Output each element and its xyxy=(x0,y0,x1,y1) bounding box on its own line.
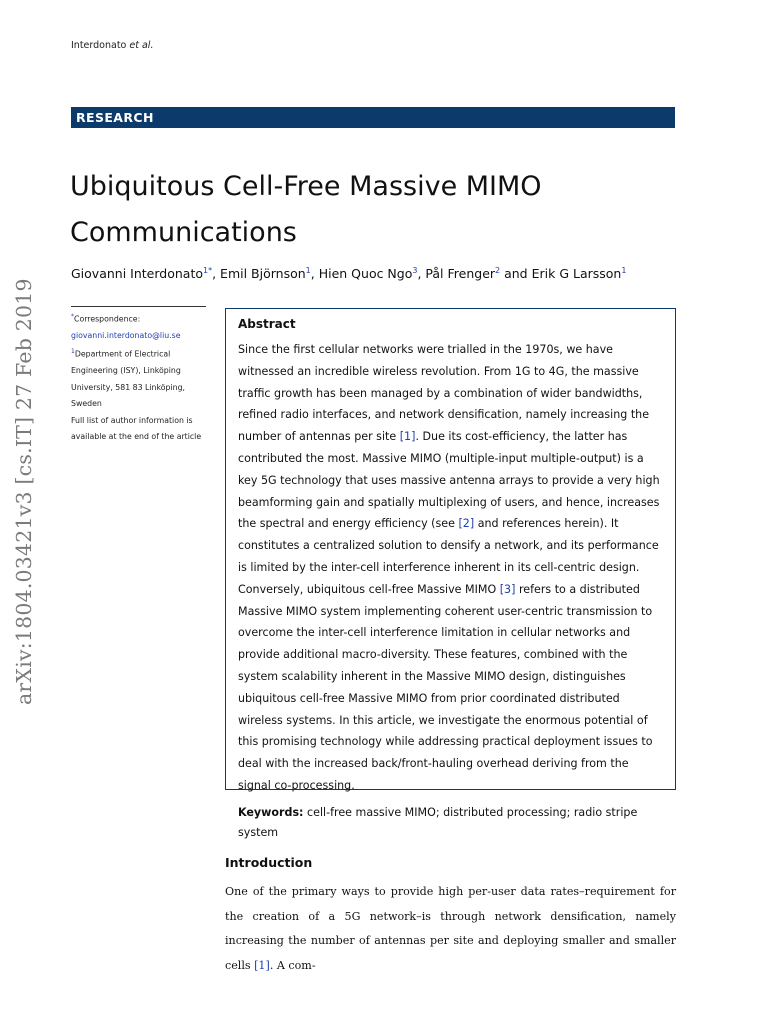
author-affil-mark[interactable]: 2 xyxy=(495,266,501,275)
author-info-note: Full list of author information is xyxy=(71,415,193,425)
author-affil-mark[interactable]: 1 xyxy=(305,266,311,275)
keywords-text: cell-free massive MIMO; distributed processing; radio stripe system xyxy=(238,805,638,839)
running-head-etal: et al. xyxy=(129,40,154,51)
affiliation-line: $^1$Department of Electrical xyxy=(71,348,171,359)
correspondence-email-link[interactable]: giovanni.interdonato@liu.se xyxy=(71,331,181,340)
author-name: Giovanni Interdonato xyxy=(71,266,203,282)
author-name: Hien Quoc Ngo xyxy=(318,266,413,282)
author-name: Erik G Larsson xyxy=(531,266,622,282)
author-affil-mark[interactable]: 1 xyxy=(621,266,627,275)
author-name: Pål Frenger xyxy=(425,266,496,282)
running-head-author: Interdonato xyxy=(71,40,127,51)
affiliation-line: Sweden xyxy=(71,399,102,409)
citation-link[interactable]: [1] xyxy=(399,430,416,444)
abstract-heading: Abstract xyxy=(238,317,296,331)
arxiv-identifier-stamp: arXiv:1804.03421v3 [cs.IT] 27 Feb 2019 xyxy=(12,278,36,705)
paper-title xyxy=(70,164,690,256)
author-info-note: available at the end of the article xyxy=(71,432,202,442)
abstract-text: Since the first cellular networks were trialled in the 1970s, we have witnessed an incredible wireless revolution. From 1G to 4G, the massive traffic growth has been managed by a combination of wider bandwidths, refined radio interfaces, and network densification, namely increasing the number of antennas per site [1]. Due its cost-efficiency, the latter has contributed the most. Massive MIMO (multiple-input multiple-output) is a key 5G technology that uses massive antenna arrays to provide a very high beamforming gain and spatially multiplexing of users, and hence, increases the spectral and energy efficiency (see [2] and references herein). It constitutes a centralized solution to densify a network, and its performance is limited by the inter-cell interference inherent in its cell-centric design. Conversely, ubiquitous cell-free Massive MIMO [3] refers to a distributed Massive MIMO system implementing coherent user-centric transmission to overcome the inter-cell interference limitation in cellular networks and provide additional macro-diversity. These features, combined with the system scalability inherent in the Massive MIMO design, distinguishes ubiquitous cell-free Massive MIMO from prior coordinated distributed wireless systems. In this article, we investigate the enormous potential of this promising technology while addressing practical deployment issues to deal with the increased back/front-hauling overhead deriving from the signal co-processing. xyxy=(238,343,660,792)
keywords-line xyxy=(238,803,664,843)
citation-link[interactable]: [2] xyxy=(458,517,475,531)
introduction-heading: Introduction xyxy=(225,855,313,870)
author-name: Emil Björnson xyxy=(220,266,306,282)
author-info-sidebar xyxy=(71,306,206,445)
running-head xyxy=(71,40,153,51)
author-affil-mark[interactable]: 3 xyxy=(412,266,418,275)
section-label-bar: RESEARCH xyxy=(71,107,675,128)
affiliation-line: University, 581 83 Linköping, xyxy=(71,382,185,392)
abstract-box xyxy=(225,308,676,839)
affiliation-mark: 1 xyxy=(71,348,75,356)
citation-link[interactable]: [3] xyxy=(499,582,516,596)
title-line-1: Ubiquitous Cell-Free Massive MIMO xyxy=(70,171,542,202)
correspondence-label: *Correspondence: xyxy=(71,313,141,324)
author-list: Giovanni Interdonato$^{1*}$, Emil Björnson$^1$, Hien Quoc Ngo$^3$, Pål Frenger$^2$ and Erik G Larsson$^1$ xyxy=(71,266,627,282)
keywords-label: Keywords: xyxy=(238,805,304,819)
citation-link[interactable]: [1] xyxy=(254,958,270,972)
affiliation-line: Engineering (ISY), Linköping xyxy=(71,366,181,376)
title-line-2: Communications xyxy=(70,217,297,248)
author-affil-mark[interactable]: 1* xyxy=(203,266,213,275)
introduction-text: One of the primary ways to provide high per-user data rates–requirement for the creation of a 5G network–is through network densification, namely increasing the number of antennas per site and deploying smaller and smaller cells [1]. A com- xyxy=(225,885,676,972)
correspondence-mark: * xyxy=(71,313,74,320)
